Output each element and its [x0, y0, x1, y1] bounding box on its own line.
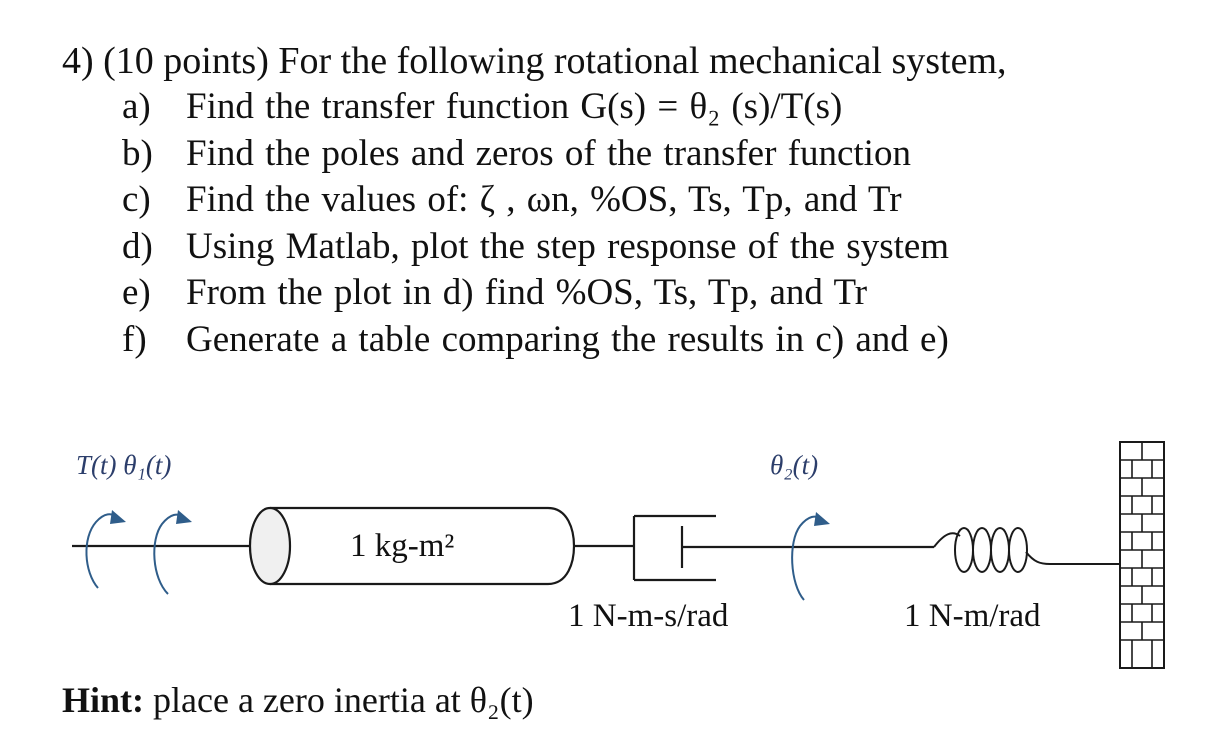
problem-statement [62, 38, 1162, 363]
part-b [62, 131, 1162, 178]
theta2-arrow-icon [792, 512, 830, 600]
part-e [62, 270, 1162, 317]
part-letter: a) [122, 86, 151, 127]
theta2-label: θ₂(t) [770, 450, 819, 480]
input-torque-label: T(t) θ₁(t) [76, 450, 172, 480]
torque-arrow-icon [86, 510, 126, 588]
theta1-arrow-icon [154, 510, 192, 594]
rotational-spring [934, 528, 1120, 572]
part-letter: e) [122, 272, 151, 313]
part-text: Generate a table comparing the results in c) and e) [186, 318, 949, 360]
spring-label: 1 N-m/rad [904, 598, 1041, 634]
part-text: Using Matlab, plot the step response of the system [186, 225, 950, 267]
diagram-drawing [0, 440, 1226, 680]
part-letter: b) [122, 132, 153, 174]
hint-label: Hint: [62, 680, 145, 720]
part-text: Find the values of: ζ , ωn, %OS, Ts, Tp, and Tr [186, 179, 902, 220]
problem-header: 4) (10 points) For the following rotational mechanical system, [62, 40, 1007, 82]
part-text: From the plot in d) find %OS, Ts, Tp, and Tr [186, 272, 868, 313]
part-d [62, 224, 1162, 271]
part-letter: d) [122, 225, 153, 267]
part-letter: c) [122, 179, 151, 220]
part-letter: f) [122, 318, 147, 360]
inertia-label: 1 kg-m² [350, 528, 455, 564]
part-text: Find the transfer function G(s) = θ₂ (s)/T(s) [186, 86, 843, 127]
fixed-wall [1120, 442, 1164, 668]
mechanical-system-diagram [0, 440, 1226, 680]
hint-text: place a zero inertia at θ₂(t) [144, 680, 534, 720]
damper-label: 1 N-m-s/rad [568, 598, 729, 634]
part-text: Find the poles and zeros of the transfer function [186, 132, 911, 174]
hint-line [62, 678, 534, 722]
part-c [62, 177, 1162, 224]
part-a [62, 84, 1162, 131]
rotational-damper [634, 516, 736, 580]
part-f [62, 317, 1162, 364]
